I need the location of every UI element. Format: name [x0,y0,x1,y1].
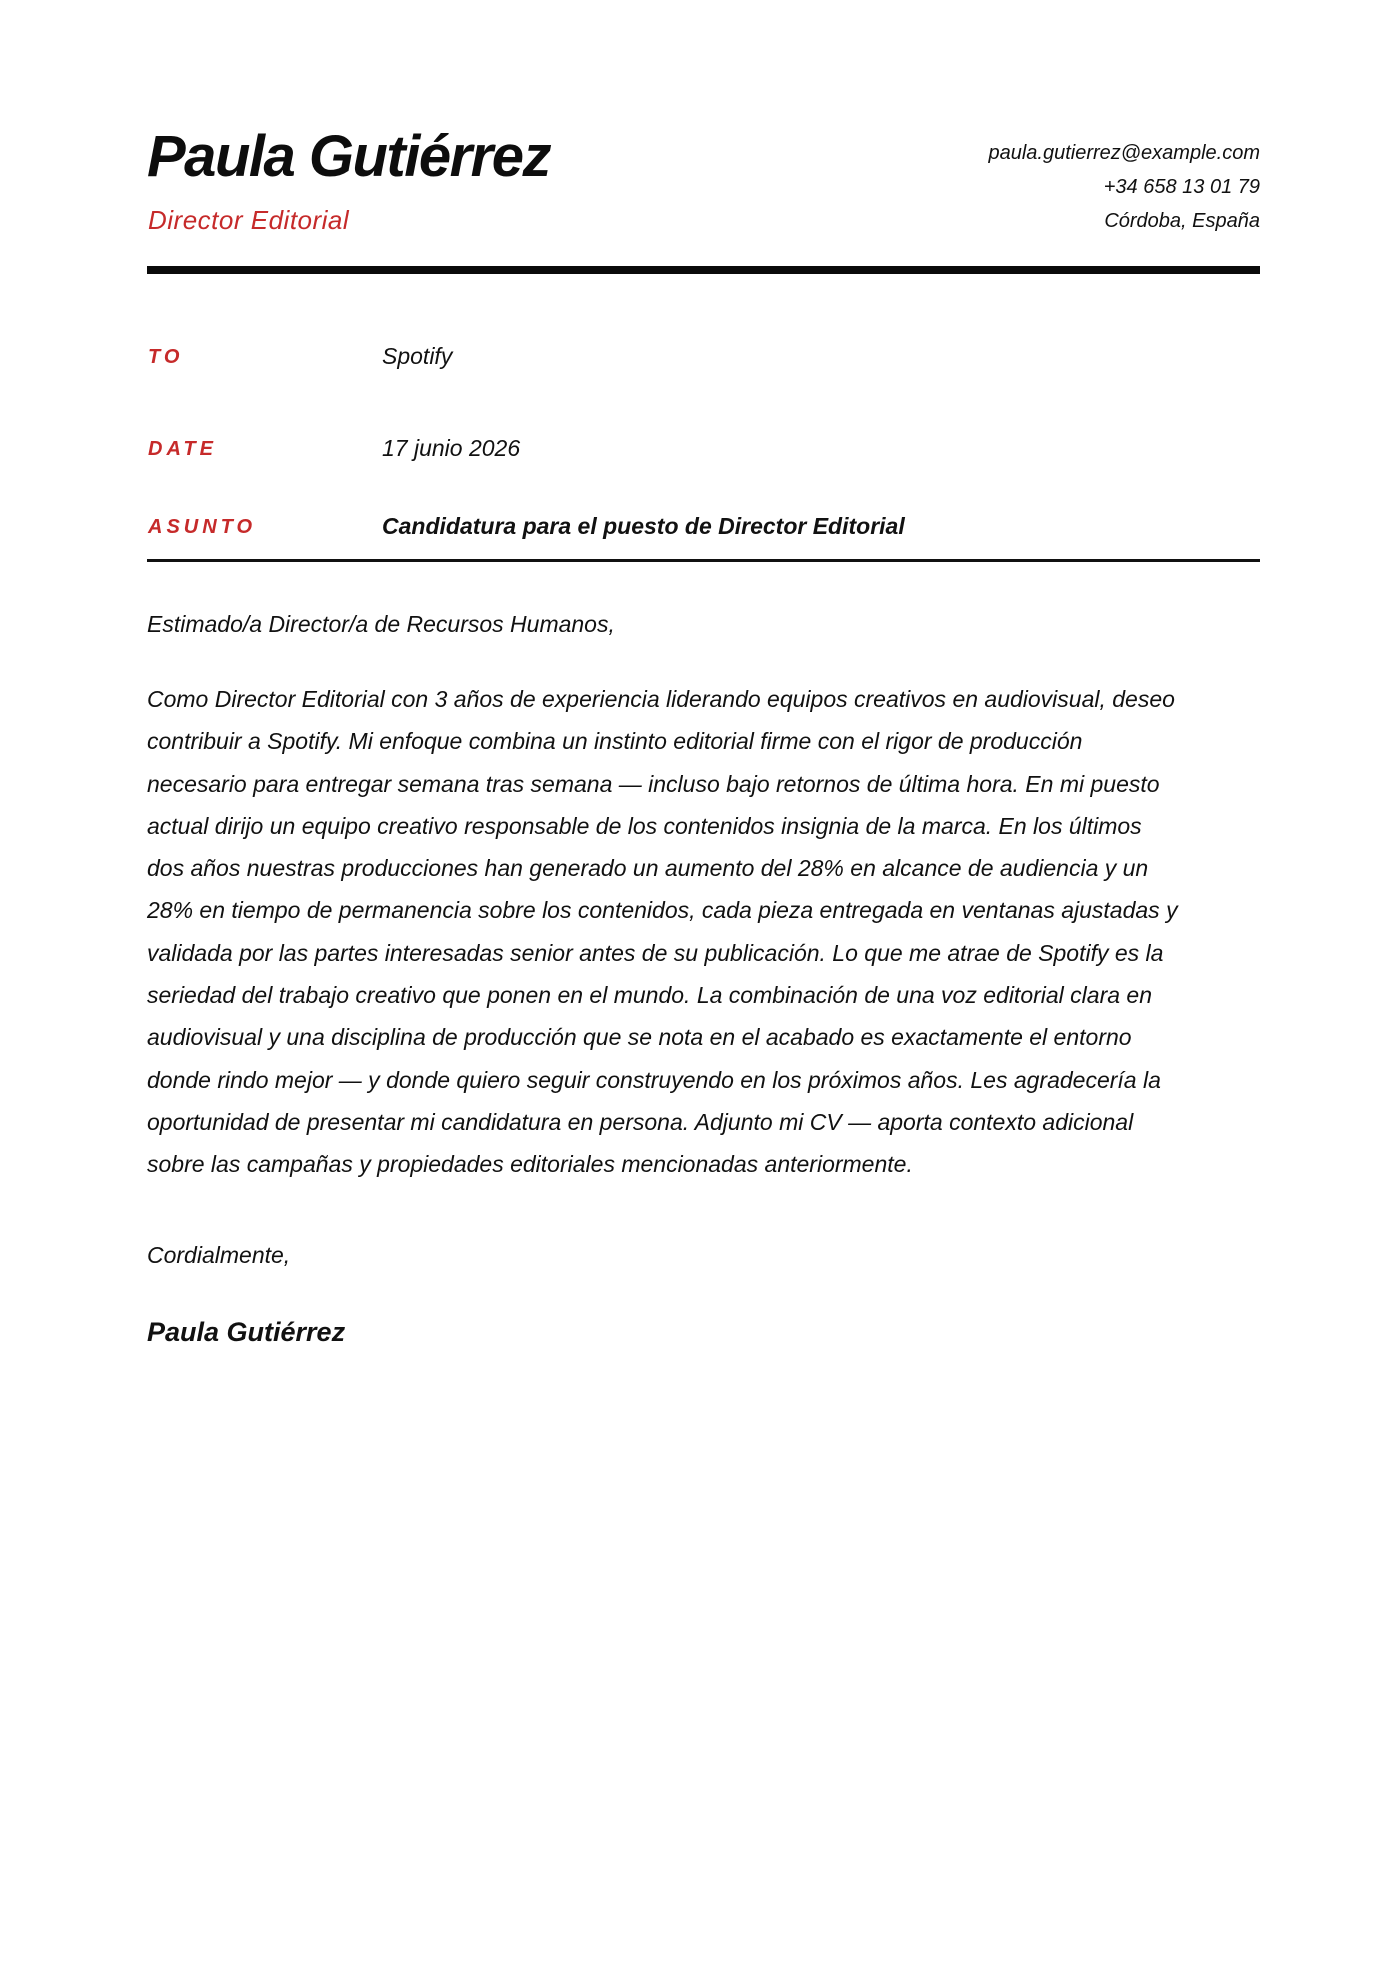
subject-value: Candidatura para el puesto de Director Editorial [382,513,905,539]
date-value: 17 junio 2026 [382,435,521,461]
letter-body [147,678,1260,1186]
body-line: seriedad del trabajo creativo que ponen en el mundo. La combinación de una voz editorial clara en [147,982,1152,1009]
meta-divider [147,559,1260,562]
subject-label: ASUNTO [148,516,257,538]
body-line: necesario para entregar semana tras semana — incluso bajo retornos de última hora. En mi puesto [147,770,1160,797]
applicant-role: Director Editorial [148,205,350,235]
header-divider [147,266,1260,274]
body-line: actual dirijo un equipo creativo responsable de los contenidos insignia de la marca. En los últimos [147,812,1142,839]
body-line: sobre las campañas y propiedades editoriales mencionadas anteriormente. [147,1151,913,1178]
body-line: 28% en tiempo de permanencia sobre los contenidos, cada pieza entregada en ventanas ajustadas y [147,897,1178,924]
contact-block [988,136,1260,238]
contact-phone: +34 658 13 01 79 [1103,176,1260,198]
closing: Cordialmente, [147,1242,291,1268]
to-value: Spotify [382,343,453,369]
body-line: audiovisual y una disciplina de producción que se nota en el acabado es exactamente el entorno [147,1024,1132,1051]
body-line: dos años nuestras producciones han generado un aumento del 28% en alcance de audiencia y un [147,855,1149,882]
body-line: donde rindo mejor — y donde quiero seguir construyendo en los próximos años. Les agradecería la [147,1066,1161,1093]
contact-email: paula.gutierrez@example.com [988,142,1260,164]
applicant-name: Paula Gutiérrez [147,124,550,189]
body-line: oportunidad de presentar mi candidatura en persona. Adjunto mi CV — aporta contexto adicional [147,1108,1134,1135]
contact-location: Córdoba, España [1104,210,1260,232]
body-line: contribuir a Spotify. Mi enfoque combina un instinto editorial firme con el rigor de producción [147,728,1083,755]
body-line: validada por las partes interesadas senior antes de su publicación. Lo que me atrae de Spotify es la [147,939,1164,966]
salutation: Estimado/a Director/a de Recursos Humanos, [147,611,615,637]
date-label: DATE [148,438,217,460]
body-line: Como Director Editorial con 3 años de experiencia liderando equipos creativos en audiovisual, deseo [147,686,1175,712]
signature-name: Paula Gutiérrez [147,1317,346,1347]
to-label: TO [148,346,184,368]
